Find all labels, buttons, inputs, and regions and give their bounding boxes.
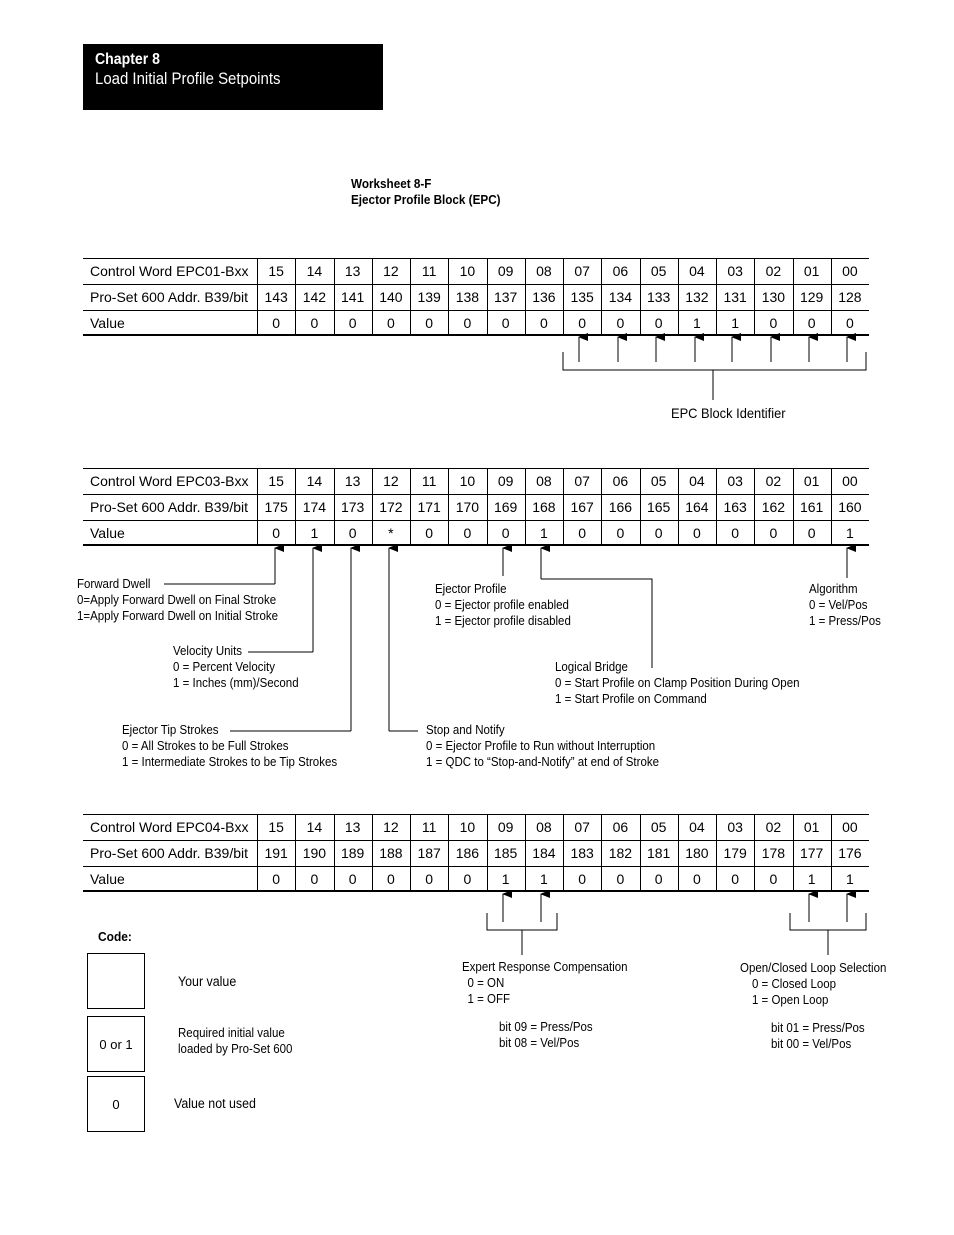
note-line: 1=Apply Forward Dwell on Initial Stroke bbox=[77, 609, 279, 623]
address-row-cell: 136 bbox=[532, 289, 556, 305]
address-row-cell: 130 bbox=[761, 289, 786, 305]
value-row-cell: 1 bbox=[845, 525, 854, 541]
note-line: bit 01 = Press/Pos bbox=[771, 1021, 865, 1035]
address-row-cell: 142 bbox=[302, 289, 327, 305]
note-line: 0 = Closed Loop bbox=[751, 977, 837, 991]
address-row-cell: 167 bbox=[570, 499, 594, 515]
control-word-row-cell: 11 bbox=[421, 819, 437, 835]
control-word-row-cell: 07 bbox=[574, 819, 590, 835]
control-word-row-cell: 14 bbox=[306, 473, 323, 489]
value-row-cell: 0 bbox=[425, 871, 434, 887]
address-row-cell: 172 bbox=[379, 499, 403, 515]
address-row-cell: 137 bbox=[493, 289, 518, 305]
address-row-cell: 165 bbox=[646, 499, 671, 515]
value-row-cell: 1 bbox=[731, 315, 740, 331]
address-row-label: Pro-Set 600 Addr. B39/bit bbox=[90, 845, 248, 861]
control-word-row-cell: 02 bbox=[765, 263, 782, 279]
velocity-units-note bbox=[173, 643, 299, 691]
note-title: Logical Bridge bbox=[555, 660, 628, 674]
value-row-cell: 1 bbox=[807, 871, 816, 887]
control-word-row-cell: 13 bbox=[344, 473, 361, 489]
value-row-cell: 0 bbox=[386, 315, 395, 331]
code-box-required: 0 or 1 bbox=[87, 1016, 145, 1072]
address-row-cell: 162 bbox=[761, 499, 786, 515]
code-box-your-value bbox=[87, 953, 145, 1009]
value-row-cell: 1 bbox=[310, 525, 319, 541]
note-line: 1 = QDC to “Stop-and-Notify” at end of Stroke bbox=[426, 755, 659, 769]
control-word-row-cell: 04 bbox=[689, 263, 705, 279]
control-word-row-cell: 04 bbox=[689, 473, 705, 489]
note-title: Ejector Tip Strokes bbox=[122, 723, 219, 737]
address-row-cell: 181 bbox=[646, 845, 671, 861]
address-row-cell: 173 bbox=[340, 499, 365, 515]
control-word-row-cell: 03 bbox=[727, 473, 743, 489]
note-title: Open/Closed Loop Selection bbox=[740, 961, 887, 975]
control-word-row-cell: 00 bbox=[842, 819, 858, 835]
control-word-row-cell: 06 bbox=[612, 263, 629, 279]
epc-identifier-bracket bbox=[563, 352, 866, 370]
note-line: 1 = Open Loop bbox=[751, 993, 829, 1007]
value-row-cell: 0 bbox=[463, 315, 472, 331]
address-row-cell: 129 bbox=[799, 289, 824, 305]
note-line: 0 = Vel/Pos bbox=[809, 598, 868, 612]
value-row-cell: 1 bbox=[539, 525, 548, 541]
control-word-row-cell: 03 bbox=[727, 263, 743, 279]
value-row-cell: 0 bbox=[616, 525, 625, 541]
control-word-row-cell: 00 bbox=[842, 473, 858, 489]
address-row-cell: 134 bbox=[608, 289, 633, 305]
control-word-row-cell: 15 bbox=[268, 263, 284, 279]
code-text-your-value: Your value bbox=[178, 974, 237, 989]
control-word-row-cell: 10 bbox=[459, 819, 476, 835]
value-row-cell: 0 bbox=[425, 525, 434, 541]
address-row-cell: 128 bbox=[838, 289, 862, 305]
control-word-row-cell: 12 bbox=[383, 263, 399, 279]
control-word-row-cell: 11 bbox=[421, 473, 437, 489]
address-row-cell: 164 bbox=[685, 499, 709, 515]
value-row-label: Value bbox=[90, 871, 125, 887]
note-line: 0=Apply Forward Dwell on Final Stroke bbox=[77, 593, 277, 607]
note-line: 1 = Press/Pos bbox=[809, 614, 881, 628]
address-row-cell: 133 bbox=[646, 289, 671, 305]
value-row-cell: 0 bbox=[807, 315, 816, 331]
address-row-cell: 168 bbox=[532, 499, 556, 515]
value-row-cell: 0 bbox=[654, 525, 663, 541]
ejector-tip-strokes-note bbox=[122, 722, 337, 770]
address-row-cell: 187 bbox=[417, 845, 441, 861]
value-row-cell: 0 bbox=[463, 871, 472, 887]
address-row-cell: 176 bbox=[838, 845, 862, 861]
value-row-cell: 1 bbox=[539, 871, 548, 887]
control-word-row-cell: 10 bbox=[459, 263, 476, 279]
value-row-cell: 0 bbox=[272, 871, 281, 887]
value-row-cell: 0 bbox=[348, 315, 357, 331]
stop-and-notify-note bbox=[426, 722, 659, 770]
control-word-row-cell: 09 bbox=[497, 473, 514, 489]
chapter-number: Chapter 8 bbox=[95, 51, 160, 68]
value-row-cell: 0 bbox=[310, 871, 319, 887]
note-line: 0 = Percent Velocity bbox=[173, 660, 275, 674]
note-line: 0 = Start Profile on Clamp Position During Open bbox=[555, 676, 800, 690]
control-word-row-cell: 00 bbox=[842, 263, 858, 279]
control-word-row-cell: 07 bbox=[574, 473, 590, 489]
value-row-cell: 0 bbox=[578, 871, 587, 887]
value-row-cell: 0 bbox=[272, 315, 281, 331]
value-row-cell: 1 bbox=[501, 871, 510, 887]
address-row-cell: 185 bbox=[493, 845, 518, 861]
value-row-cell: 0 bbox=[731, 871, 740, 887]
value-row-cell: 0 bbox=[769, 871, 778, 887]
control-word-row-label: Control Word EPC01-Bxx bbox=[90, 263, 249, 279]
address-row-cell: 186 bbox=[455, 845, 480, 861]
worksheet-title: Ejector Profile Block (EPC) bbox=[351, 192, 501, 207]
note-line: bit 08 = Vel/Pos bbox=[499, 1036, 580, 1050]
control-word-row-cell: 11 bbox=[421, 263, 437, 279]
ejector-profile-note bbox=[435, 581, 571, 629]
epc-block-identifier-label: EPC Block Identifier bbox=[671, 405, 786, 421]
code-text-required: Required initial value loaded by Pro-Set 600 bbox=[178, 1026, 293, 1056]
address-row-cell: 143 bbox=[264, 289, 288, 305]
value-row-cell: 1 bbox=[845, 871, 854, 887]
loop-selection-note bbox=[740, 960, 886, 1008]
value-row-cell: 0 bbox=[272, 525, 281, 541]
address-row-cell: 160 bbox=[838, 499, 862, 515]
control-word-row-cell: 06 bbox=[612, 819, 629, 835]
forward-dwell-note bbox=[77, 576, 278, 624]
code-text-not-used: Value not used bbox=[174, 1096, 256, 1111]
expert-response-note bbox=[462, 959, 628, 1007]
control-word-row-cell: 08 bbox=[536, 263, 552, 279]
algorithm-note bbox=[809, 581, 881, 629]
value-row-cell: 1 bbox=[692, 315, 701, 331]
control-word-row-cell: 08 bbox=[536, 819, 552, 835]
control-word-row-cell: 05 bbox=[650, 819, 667, 835]
value-row-cell: 0 bbox=[463, 525, 472, 541]
address-row-label: Pro-Set 600 Addr. B39/bit bbox=[90, 289, 248, 305]
value-row-cell: 0 bbox=[616, 871, 625, 887]
address-row-cell: 175 bbox=[264, 499, 288, 515]
address-row-cell: 183 bbox=[570, 845, 594, 861]
value-row-cell: 0 bbox=[654, 871, 663, 887]
note-line: 1 = Start Profile on Command bbox=[555, 692, 707, 706]
address-row-cell: 131 bbox=[723, 289, 747, 305]
address-row-cell: 132 bbox=[685, 289, 709, 305]
note-line: 1 = Intermediate Strokes to be Tip Strokes bbox=[122, 755, 338, 769]
control-word-row-cell: 14 bbox=[306, 819, 323, 835]
address-row-cell: 161 bbox=[799, 499, 824, 515]
address-row-cell: 184 bbox=[532, 845, 556, 861]
value-row-cell: 0 bbox=[501, 315, 510, 331]
control-word-row-cell: 12 bbox=[383, 473, 399, 489]
address-row-cell: 177 bbox=[799, 845, 824, 861]
address-row-cell: 166 bbox=[608, 499, 633, 515]
loop-bracket bbox=[790, 913, 866, 930]
value-row-cell: 0 bbox=[769, 525, 778, 541]
value-row-cell: 0 bbox=[616, 315, 625, 331]
logical-bridge-note bbox=[555, 659, 800, 707]
value-row-label: Value bbox=[90, 315, 125, 331]
control-word-row-cell: 01 bbox=[803, 819, 820, 835]
note-title: Expert Response Compensation bbox=[462, 960, 628, 974]
note-line: 1 = Ejector profile disabled bbox=[435, 614, 571, 628]
value-row-cell: 0 bbox=[539, 315, 548, 331]
address-row-cell: 141 bbox=[340, 289, 365, 305]
note-line: 0 = Ejector Profile to Run without Interruption bbox=[426, 739, 656, 753]
value-row-cell: 0 bbox=[425, 315, 434, 331]
address-row-cell: 178 bbox=[761, 845, 786, 861]
note-line: 1 = OFF bbox=[467, 992, 511, 1006]
control-word-row-cell: 15 bbox=[268, 819, 284, 835]
expert-bits-note bbox=[499, 1019, 593, 1051]
control-word-row-cell: 06 bbox=[612, 473, 629, 489]
value-row-cell: 0 bbox=[692, 871, 701, 887]
value-row-label: Value bbox=[90, 525, 125, 541]
note-title: Algorithm bbox=[809, 582, 858, 596]
control-word-row-cell: 13 bbox=[344, 263, 361, 279]
control-word-row-cell: 02 bbox=[765, 473, 782, 489]
loop-bits-note bbox=[771, 1020, 865, 1052]
control-word-row-cell: 05 bbox=[650, 263, 667, 279]
control-word-row-cell: 04 bbox=[689, 819, 705, 835]
value-row-cell: 0 bbox=[501, 525, 510, 541]
note-title: Ejector Profile bbox=[435, 582, 507, 596]
address-row-cell: 140 bbox=[379, 289, 403, 305]
control-word-row-cell: 15 bbox=[268, 473, 284, 489]
value-row-cell: 0 bbox=[769, 315, 778, 331]
address-row-cell: 190 bbox=[302, 845, 327, 861]
code-box-not-used: 0 bbox=[87, 1076, 145, 1132]
value-row-cell: 0 bbox=[578, 315, 587, 331]
control-word-row-cell: 10 bbox=[459, 473, 476, 489]
address-row-cell: 169 bbox=[493, 499, 518, 515]
address-row-cell: 139 bbox=[417, 289, 441, 305]
expert-bracket bbox=[487, 913, 557, 930]
value-row-cell: 0 bbox=[807, 525, 816, 541]
note-line: 0 = ON bbox=[467, 976, 505, 990]
control-word-row-cell: 09 bbox=[497, 819, 514, 835]
address-row-cell: 170 bbox=[455, 499, 480, 515]
address-row-cell: 188 bbox=[379, 845, 403, 861]
address-row-cell: 180 bbox=[685, 845, 709, 861]
note-title: Stop and Notify bbox=[426, 723, 505, 737]
address-row-cell: 138 bbox=[455, 289, 480, 305]
note-title: Forward Dwell bbox=[77, 577, 151, 591]
value-row-cell: 0 bbox=[845, 315, 854, 331]
value-row-cell: * bbox=[388, 525, 394, 541]
control-word-row-label: Control Word EPC04-Bxx bbox=[90, 819, 249, 835]
control-word-row-cell: 13 bbox=[344, 819, 361, 835]
control-word-row-cell: 02 bbox=[765, 819, 782, 835]
control-word-row-cell: 07 bbox=[574, 263, 590, 279]
chapter-title: Load Initial Profile Setpoints bbox=[95, 69, 281, 88]
value-row-cell: 0 bbox=[654, 315, 663, 331]
address-row-cell: 163 bbox=[723, 499, 747, 515]
value-row-cell: 0 bbox=[578, 525, 587, 541]
worksheet-number: Worksheet 8-F bbox=[351, 176, 432, 191]
address-row-cell: 135 bbox=[570, 289, 594, 305]
address-row-cell: 171 bbox=[417, 499, 441, 515]
value-row-cell: 0 bbox=[348, 871, 357, 887]
value-row-cell: 0 bbox=[731, 525, 740, 541]
control-word-row-cell: 05 bbox=[650, 473, 667, 489]
control-word-row-cell: 03 bbox=[727, 819, 743, 835]
note-line: bit 00 = Vel/Pos bbox=[771, 1037, 852, 1051]
note-line: 1 = Inches (mm)/Second bbox=[173, 676, 299, 690]
note-title: Velocity Units bbox=[173, 644, 243, 658]
address-row-label: Pro-Set 600 Addr. B39/bit bbox=[90, 499, 248, 515]
address-row-cell: 174 bbox=[302, 499, 327, 515]
value-row-cell: 0 bbox=[310, 315, 319, 331]
value-row-cell: 0 bbox=[692, 525, 701, 541]
address-row-cell: 189 bbox=[340, 845, 365, 861]
value-row-cell: 0 bbox=[348, 525, 357, 541]
control-word-row-cell: 08 bbox=[536, 473, 552, 489]
address-row-cell: 179 bbox=[723, 845, 747, 861]
note-line: bit 09 = Press/Pos bbox=[499, 1020, 593, 1034]
note-line: 0 = Ejector profile enabled bbox=[435, 598, 569, 612]
code-legend-title: Code: bbox=[98, 929, 132, 944]
control-word-row-cell: 14 bbox=[306, 263, 323, 279]
note-line: 0 = All Strokes to be Full Strokes bbox=[122, 739, 289, 753]
control-word-row-label: Control Word EPC03-Bxx bbox=[90, 473, 249, 489]
value-row-cell: 0 bbox=[386, 871, 395, 887]
control-word-row-cell: 01 bbox=[803, 263, 820, 279]
control-word-row-cell: 12 bbox=[383, 819, 399, 835]
address-row-cell: 191 bbox=[264, 845, 288, 861]
control-word-row-cell: 01 bbox=[803, 473, 820, 489]
control-word-row-cell: 09 bbox=[497, 263, 514, 279]
address-row-cell: 182 bbox=[608, 845, 633, 861]
